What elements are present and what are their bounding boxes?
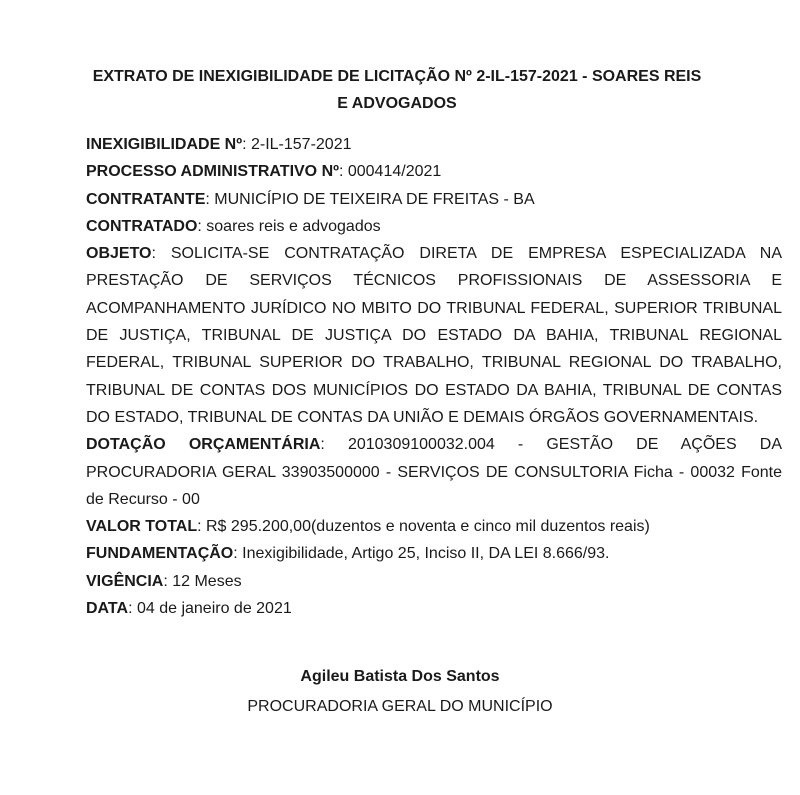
field-label: OBJETO bbox=[86, 245, 152, 263]
field-value: Inexigibilidade, Artigo 25, Inciso II, DA LEI 8.666/93. bbox=[242, 545, 610, 563]
field-label: INEXIGIBILIDADE Nº bbox=[86, 136, 243, 153]
field-value: 000414/2021 bbox=[347, 163, 442, 181]
field-value: R$ 295.200,00(duzentos e noventa e cinco mil duzentos reais) bbox=[206, 518, 650, 536]
signatory-role: PROCURADORIA GERAL DO MUNICÍPIO bbox=[247, 698, 553, 716]
field-valor-total bbox=[86, 513, 782, 540]
field-value: 04 de janeiro de 2021 bbox=[136, 600, 292, 618]
field-label: VIGÊNCIA bbox=[86, 572, 164, 590]
field-value: SOLICITA-SE CONTRATAÇÃO DIRETA DE EMPRESA ESPECIALIZADA NA PRESTAÇÃO DE SERVIÇOS TÉCNICOS PROFISSIONAIS DE ASSESSORIA E ACOMPANHAMENTO JURÍDICO NO MBITO DO TRIBUNAL FEDERAL, SUPERIOR TRIBUNAL DE JUSTIÇA, TRIBUNAL DE JUSTIÇA DO ESTADO DA BAHIA, TRIBUNAL REGIONAL FEDERAL, TRIBUNAL SUPERIOR DO TRABALHO, TRIBUNAL REGIONAL DO TRABALHO, TRIBUNAL DE CONTAS DOS MUNICÍPIOS DO ESTADO DA BAHIA, TRIBUNAL DE CONTAS DO ESTADO, TRIBUNAL DE CONTAS DA UNIÃO E DEMAIS ÓRGÃOS GOVERNAMENTAIS. bbox=[86, 245, 783, 426]
field-data bbox=[86, 595, 782, 622]
field-separator: : bbox=[320, 436, 348, 454]
field-list bbox=[86, 131, 782, 622]
field-separator: : bbox=[205, 190, 215, 208]
signatory-name: Agileu Batista Dos Santos bbox=[300, 668, 500, 686]
field-value: 2-IL-157-2021 bbox=[250, 136, 352, 153]
field-value: 12 Meses bbox=[172, 572, 242, 590]
field-separator: : bbox=[151, 245, 171, 263]
field-contratante bbox=[86, 186, 782, 213]
field-label: CONTRATADO bbox=[86, 217, 198, 235]
field-separator: : bbox=[242, 136, 251, 153]
field-inexigibilidade bbox=[86, 131, 782, 158]
field-fundamentacao bbox=[86, 540, 782, 567]
field-processo-administrativo bbox=[86, 158, 782, 185]
field-separator: : bbox=[197, 518, 206, 536]
field-dotacao-orcamentaria bbox=[86, 431, 782, 513]
field-separator: : bbox=[197, 217, 207, 235]
field-label: PROCESSO ADMINISTRATIVO Nº bbox=[86, 163, 339, 181]
field-separator: : bbox=[128, 600, 137, 618]
field-contratado bbox=[86, 213, 782, 240]
document-title: EXTRATO DE INEXIGIBILIDADE DE LICITAÇÃO Nº 2-IL-157-2021 - SOARES REIS E ADVOGADOS bbox=[92, 68, 702, 112]
field-label: DOTAÇÃO ORÇAMENTÁRIA bbox=[86, 436, 321, 454]
signature-block bbox=[86, 662, 714, 722]
field-value: 2010309100032.004 - GESTÃO DE AÇÕES DA PROCURADORIA GERAL 33903500000 - SERVIÇOS DE CONSULTORIA Ficha - 00032 Fonte de Recurso - 00 bbox=[86, 436, 783, 508]
field-value: soares reis e advogados bbox=[206, 217, 381, 235]
field-value: MUNICÍPIO DE TEIXEIRA DE FREITAS - BA bbox=[214, 190, 535, 208]
field-objeto bbox=[86, 240, 782, 431]
field-separator: : bbox=[233, 545, 243, 563]
field-label: DATA bbox=[86, 600, 129, 618]
field-separator: : bbox=[163, 572, 173, 590]
field-label: CONTRATANTE bbox=[86, 190, 206, 208]
field-label: FUNDAMENTAÇÃO bbox=[86, 545, 234, 563]
field-label: VALOR TOTAL bbox=[86, 518, 198, 536]
field-vigencia bbox=[86, 568, 782, 595]
field-separator: : bbox=[338, 163, 348, 181]
